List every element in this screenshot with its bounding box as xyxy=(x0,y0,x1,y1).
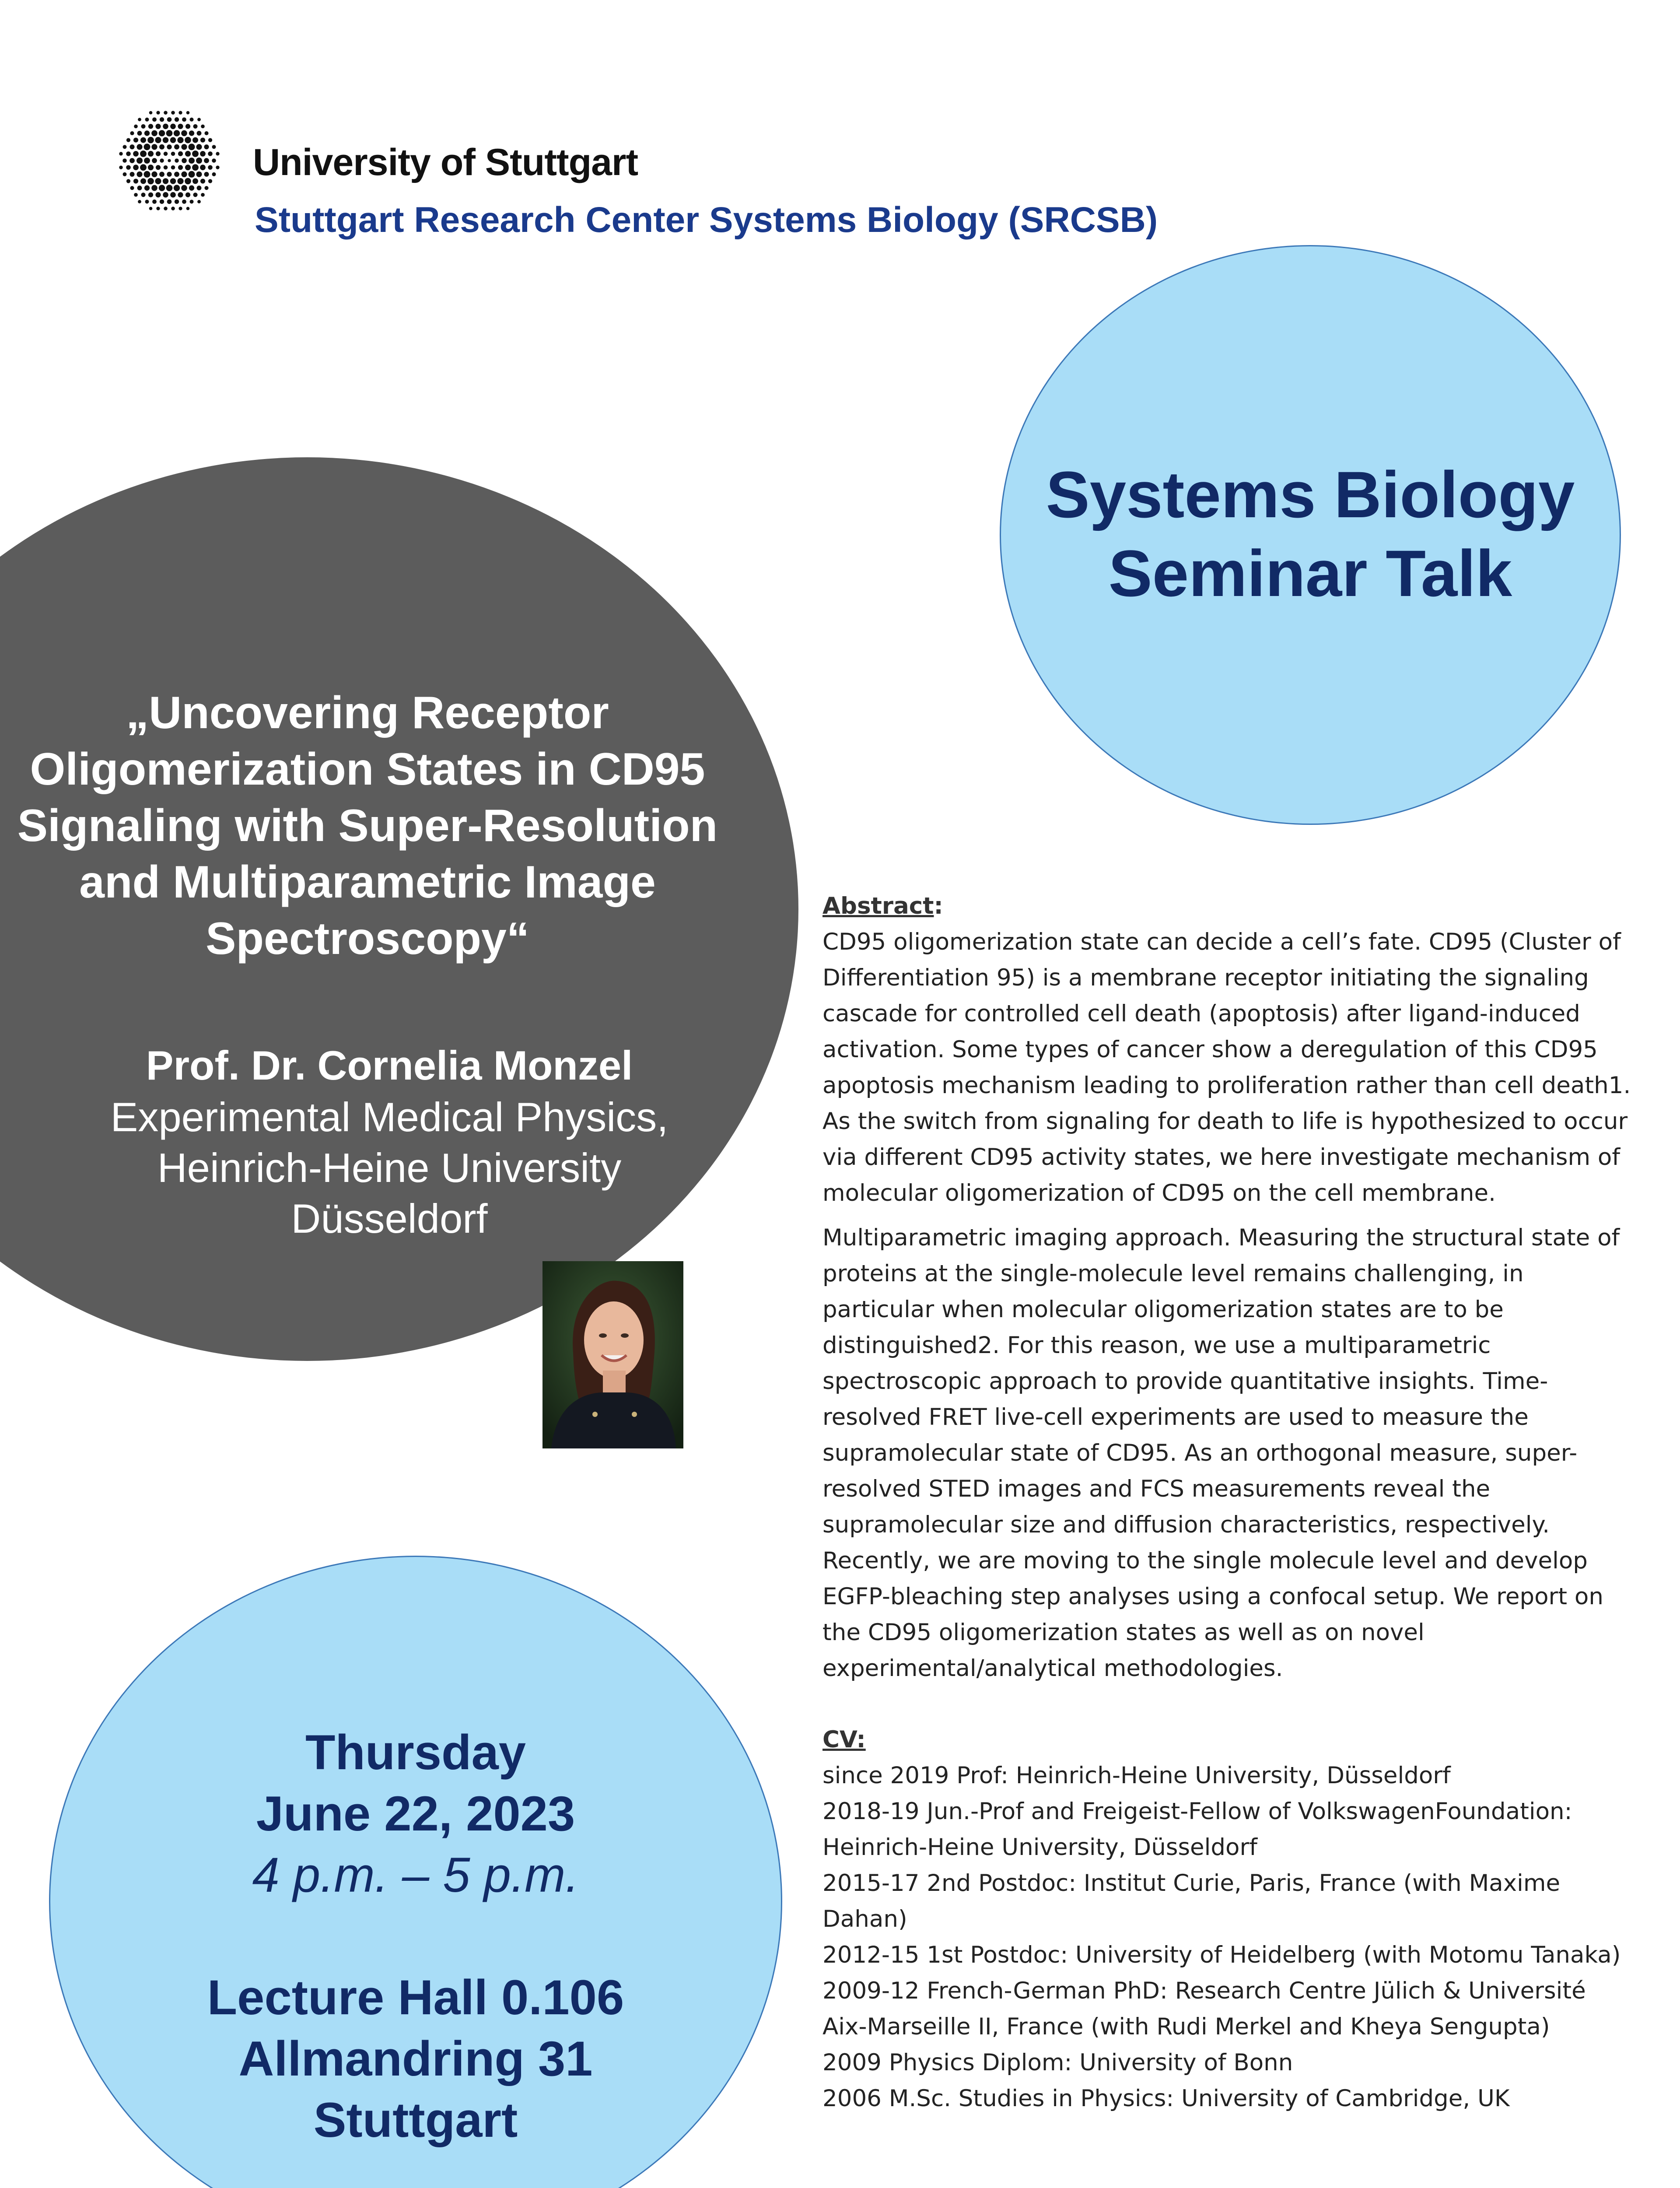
abstract-line: supramolecular size and diffusion characteristics, respectively. xyxy=(822,1511,1550,1538)
cv-line: 2018-19 Jun.-Prof and Freigeist-Fellow of VolkswagenFoundation: xyxy=(822,1798,1572,1825)
logo-dot xyxy=(189,171,195,178)
logo-dot xyxy=(193,124,197,129)
logo-dot xyxy=(175,200,179,204)
logo-dot xyxy=(119,152,122,155)
logo-dot xyxy=(136,172,142,177)
logo-dot xyxy=(204,186,208,190)
logo-dot xyxy=(133,165,139,170)
logo-dot xyxy=(186,193,190,197)
logo-dot xyxy=(156,165,161,170)
logo-dot xyxy=(141,193,145,197)
logo-dot xyxy=(133,179,138,183)
logo-dot xyxy=(185,151,191,157)
logo-dot xyxy=(197,118,201,121)
talk-title-line: Signaling with Super-Resolution xyxy=(17,800,718,851)
logo-dot xyxy=(140,151,147,157)
logo-dot xyxy=(201,124,205,128)
logo-dot xyxy=(130,186,134,190)
logo-dot xyxy=(197,186,202,190)
logo-dot xyxy=(196,172,202,177)
logo-dot xyxy=(181,130,187,137)
logo-dot xyxy=(148,151,154,157)
talk-title xyxy=(0,685,735,967)
logo-dot xyxy=(200,151,206,157)
cv-line: Aix-Marseille II, France (with Rudi Merkel and Kheya Sengupta) xyxy=(822,2013,1550,2040)
logo-dot xyxy=(178,192,183,197)
university-logo xyxy=(115,106,224,215)
logo-dot xyxy=(200,179,205,183)
logo-dot xyxy=(152,158,157,163)
logo-dot xyxy=(160,117,164,122)
logo-dot xyxy=(144,185,150,190)
abstract-line: resolved FRET live-cell experiments are used to measure the xyxy=(822,1404,1529,1431)
logo-dot xyxy=(171,152,175,156)
logo-dot xyxy=(170,178,176,184)
logo-dot xyxy=(123,172,127,176)
abstract-line: resolved STED images and FCS measurements reveal the xyxy=(822,1476,1491,1502)
abstract-line: supramolecular state of CD95. As an orthogonal measure, super- xyxy=(822,1440,1578,1466)
logo-dot xyxy=(160,200,164,204)
logo-dot xyxy=(168,159,171,162)
logo-dot xyxy=(189,144,195,150)
cv-line: Dahan) xyxy=(822,1906,907,1932)
logo-dot xyxy=(159,172,164,177)
logo-dot xyxy=(130,131,134,135)
logo-dot xyxy=(167,200,172,204)
logo-dot xyxy=(181,144,187,150)
logo-dot xyxy=(134,124,138,128)
logo-dot xyxy=(186,207,190,210)
logo-dot xyxy=(155,124,161,129)
logo-dot xyxy=(151,144,157,150)
logo-dot xyxy=(133,137,138,142)
portrait-image xyxy=(542,1261,683,1448)
logo-dot xyxy=(178,165,183,170)
logo-dot xyxy=(156,207,160,210)
logo-dot xyxy=(133,151,139,157)
abstract-line: distinguished2. For this reason, we use a multiparametric xyxy=(822,1332,1491,1359)
abstract-line: As the switch from signaling for death to life is hypothesized to occur xyxy=(822,1108,1628,1135)
university-name: University of Stuttgart xyxy=(253,141,638,183)
logo-dot xyxy=(163,178,168,184)
logo-dot xyxy=(137,186,142,190)
logo-dot xyxy=(171,207,175,210)
logo-dot xyxy=(178,207,182,210)
speaker-name: Prof. Dr. Cornelia Monzel xyxy=(146,1042,633,1088)
logo-dot xyxy=(152,200,157,204)
cv-line: 2012-15 1st Postdoc: University of Heidelberg (with Motomu Tanaka) xyxy=(822,1942,1621,1968)
logo-dot xyxy=(147,178,154,185)
logo-dot xyxy=(171,165,175,170)
abstract-line: Differentiation 95) is a membrane receptor initiating the signaling xyxy=(822,964,1589,991)
seminar-title xyxy=(1000,455,1621,613)
abstract-line: Multiparametric imaging approach. Measuring the structural state of xyxy=(822,1224,1620,1251)
logo-dot xyxy=(126,138,130,142)
abstract-line: via different CD95 activity states, we here investigate mechanism of xyxy=(822,1144,1620,1171)
cv-list xyxy=(822,1758,1620,2117)
abstract-heading-colon: : xyxy=(934,893,943,919)
logo-dot xyxy=(208,151,213,156)
logo-dot xyxy=(151,172,157,177)
affiliation-line: Heinrich-Heine University xyxy=(157,1145,622,1191)
institute-name: Stuttgart Research Center Systems Biology (SRCSB) xyxy=(255,200,1158,240)
logo-dot xyxy=(212,145,216,149)
logo-dot xyxy=(204,158,209,163)
abstract-line: cascade for controlled cell death (apoptosis) after ligand-induced xyxy=(822,1000,1580,1027)
logo-dot xyxy=(149,111,153,115)
abstract-paragraph-1 xyxy=(822,924,1631,1211)
cv-line: 2015-17 2nd Postdoc: Institut Curie, Paris, France (with Maxime xyxy=(822,1870,1561,1897)
abstract-line: activation. Some types of cancer show a deregulation of this CD95 xyxy=(822,1036,1598,1063)
event-city: Stuttgart xyxy=(313,2093,518,2147)
logo-dot xyxy=(192,151,199,157)
logo-dot xyxy=(212,158,216,163)
logo-dot xyxy=(216,152,219,155)
talk-title-line: and Multiparametric Image xyxy=(79,857,656,908)
logo-dot xyxy=(159,130,165,136)
logo-dot xyxy=(159,144,164,150)
logo-dot xyxy=(155,137,161,143)
affiliation-line: Düsseldorf xyxy=(291,1196,488,1241)
logo-dot xyxy=(167,144,172,149)
abstract-heading xyxy=(822,888,943,924)
logo-dot xyxy=(141,124,145,129)
cv-line: Heinrich-Heine University, Düsseldorf xyxy=(822,1834,1257,1861)
event-date: June 22, 2023 xyxy=(256,1786,575,1841)
logo-dot xyxy=(149,207,153,210)
logo-dot xyxy=(140,164,147,171)
abstract-line: Recently, we are moving to the single molecule level and develop xyxy=(822,1547,1588,1574)
logo-dot xyxy=(190,118,194,122)
logo-dot xyxy=(186,111,190,115)
logo-dot xyxy=(151,185,158,191)
logo-dot xyxy=(174,185,180,191)
abstract-line: proteins at the single-molecule level remains challenging, in xyxy=(822,1260,1524,1287)
logo-dot xyxy=(152,117,157,122)
logo-dot xyxy=(208,165,213,170)
logo-dot xyxy=(136,158,143,164)
seminar-title-line: Systems Biology xyxy=(1046,458,1575,531)
logo-dot xyxy=(164,207,168,210)
logo-dot xyxy=(200,137,205,142)
logo-dot xyxy=(145,118,149,122)
speaker-portrait xyxy=(542,1261,683,1448)
logo-dot xyxy=(197,131,202,136)
logo-dot xyxy=(123,145,127,149)
logo-dot xyxy=(185,178,191,185)
logo-dot xyxy=(189,185,194,190)
logo-dot xyxy=(185,165,191,170)
abstract-line: molecular oligomerization of CD95 on the cell membrane. xyxy=(822,1180,1496,1206)
logo-dot xyxy=(193,193,197,197)
logo-dot xyxy=(216,165,219,169)
logo-dot xyxy=(145,200,149,203)
logo-dot xyxy=(178,111,182,114)
abstract-line: CD95 oligomerization state can decide a cell’s fate. CD95 (Cluster of xyxy=(822,929,1621,955)
logo-dot xyxy=(166,185,173,191)
logo-dot xyxy=(163,137,168,143)
abstract-line: experimental/analytical methodologies. xyxy=(822,1655,1283,1682)
logo-dot xyxy=(138,200,141,203)
logo-dot xyxy=(126,179,130,183)
logo-dot xyxy=(170,137,176,143)
logo-dot xyxy=(181,185,187,191)
logo-dot xyxy=(130,172,134,177)
logo-dot xyxy=(182,158,187,163)
cv-line: 2009-12 French-German PhD: Research Centre Jülich & Université xyxy=(822,1978,1586,2004)
logo-dot xyxy=(175,158,178,162)
logo-dot xyxy=(140,137,146,143)
logo-dot xyxy=(177,137,183,143)
logo-dot xyxy=(197,200,201,203)
logo-dot xyxy=(164,111,168,115)
logo-dot xyxy=(170,192,176,198)
logo-dot xyxy=(163,123,168,129)
logo-dot xyxy=(204,172,209,177)
logo-dot xyxy=(130,144,134,149)
logo-dot xyxy=(192,137,198,143)
logo-dot xyxy=(192,178,198,184)
logo-dot xyxy=(130,158,135,163)
event-time: 4 p.m. – 5 p.m. xyxy=(252,1848,579,1902)
logo-dot xyxy=(212,172,216,176)
seminar-title-line: Seminar Talk xyxy=(1108,536,1512,610)
logo-dot xyxy=(126,151,131,156)
event-street: Allmandring 31 xyxy=(238,2031,593,2086)
logo-dot xyxy=(140,178,146,184)
logo-dot xyxy=(201,193,205,197)
logo-dot xyxy=(147,137,154,144)
event-hall: Lecture Hall 0.106 xyxy=(207,1970,624,2025)
logo-dot xyxy=(177,178,183,184)
logo-dot xyxy=(144,171,150,178)
logo-dot xyxy=(204,144,209,149)
cv-heading: CV: xyxy=(822,1726,866,1753)
logo-dot xyxy=(148,193,153,197)
logo-dot xyxy=(156,111,160,114)
logo-dot xyxy=(190,200,194,203)
logo-dot xyxy=(174,144,179,150)
logo-dot xyxy=(208,179,212,183)
logo-dot xyxy=(151,130,158,137)
logo-dot xyxy=(136,144,142,150)
logo-dot xyxy=(122,158,127,163)
logo-dot xyxy=(189,130,194,136)
event-day: Thursday xyxy=(305,1725,526,1780)
logo-dot xyxy=(196,158,202,164)
logo-dot xyxy=(174,172,179,177)
logo-dot xyxy=(148,124,153,129)
logo-dot xyxy=(170,123,176,129)
logo-dot xyxy=(134,193,138,197)
logo-dot xyxy=(144,158,150,164)
logo-dot xyxy=(144,130,150,136)
cv-line: 2006 M.Sc. Studies in Physics: University of Cambridge, UK xyxy=(822,2085,1510,2112)
logo-dot xyxy=(208,138,212,142)
logo-dot xyxy=(144,144,150,150)
logo-dot xyxy=(148,165,154,170)
logo-dot xyxy=(178,124,183,129)
abstract-line: spectroscopic approach to provide quantitative insights. Time- xyxy=(822,1368,1548,1395)
logo-dot xyxy=(163,192,168,198)
abstract-line: EGFP-bleaching step analyses using a confocal setup. We report on xyxy=(822,1583,1603,1610)
logo-dot xyxy=(167,117,172,122)
logo-dot xyxy=(164,152,168,156)
cv-line: 2009 Physics Diplom: University of Bonn xyxy=(822,2049,1293,2076)
logo-dot xyxy=(196,144,202,150)
abstract-line: apoptosis mechanism leading to proliferation rather than cell death1. xyxy=(822,1072,1631,1099)
logo-dot xyxy=(138,118,141,121)
logo-dot xyxy=(174,130,180,136)
logo-dot xyxy=(126,165,131,170)
logo-dot xyxy=(182,117,186,122)
talk-title-line: „Uncovering Receptor xyxy=(126,687,609,738)
cv-line: since 2019 Prof: Heinrich-Heine University, Düsseldorf xyxy=(822,1762,1451,1789)
logo-dot xyxy=(159,185,165,191)
logo-dot xyxy=(137,131,142,136)
abstract-line: the CD95 oligomerization states as well as on novel xyxy=(822,1619,1424,1646)
talk-title-line: Spectroscopy“ xyxy=(206,913,529,964)
logo-dot xyxy=(204,131,208,135)
logo-dot xyxy=(186,124,190,129)
logo-dot xyxy=(175,117,179,122)
logo-dot xyxy=(171,111,175,115)
logo-dot xyxy=(178,151,183,156)
logo-dot xyxy=(181,172,187,177)
abstract-heading-label: Abstract xyxy=(822,893,934,919)
logo-dot xyxy=(166,130,173,137)
logo-dot xyxy=(155,178,161,184)
logo-dot xyxy=(185,137,191,144)
logo-dot xyxy=(200,165,206,170)
logo-dot xyxy=(192,164,199,171)
logo-dot xyxy=(167,172,172,177)
abstract-line: particular when molecular oligomerization states are to be xyxy=(822,1296,1504,1323)
affiliation-line: Experimental Medical Physics, xyxy=(110,1094,668,1140)
logo-dot xyxy=(189,158,195,164)
speaker-affiliation xyxy=(0,1092,779,1244)
talk-title-line: Oligomerization States in CD95 xyxy=(30,744,705,795)
logo-dot xyxy=(155,192,161,197)
abstract-paragraph-2 xyxy=(822,1220,1620,1687)
logo-dot xyxy=(160,158,164,162)
logo-dot xyxy=(156,151,161,156)
logo-dot xyxy=(119,165,122,169)
logo-dot xyxy=(182,200,186,204)
logo-dot xyxy=(164,165,168,170)
